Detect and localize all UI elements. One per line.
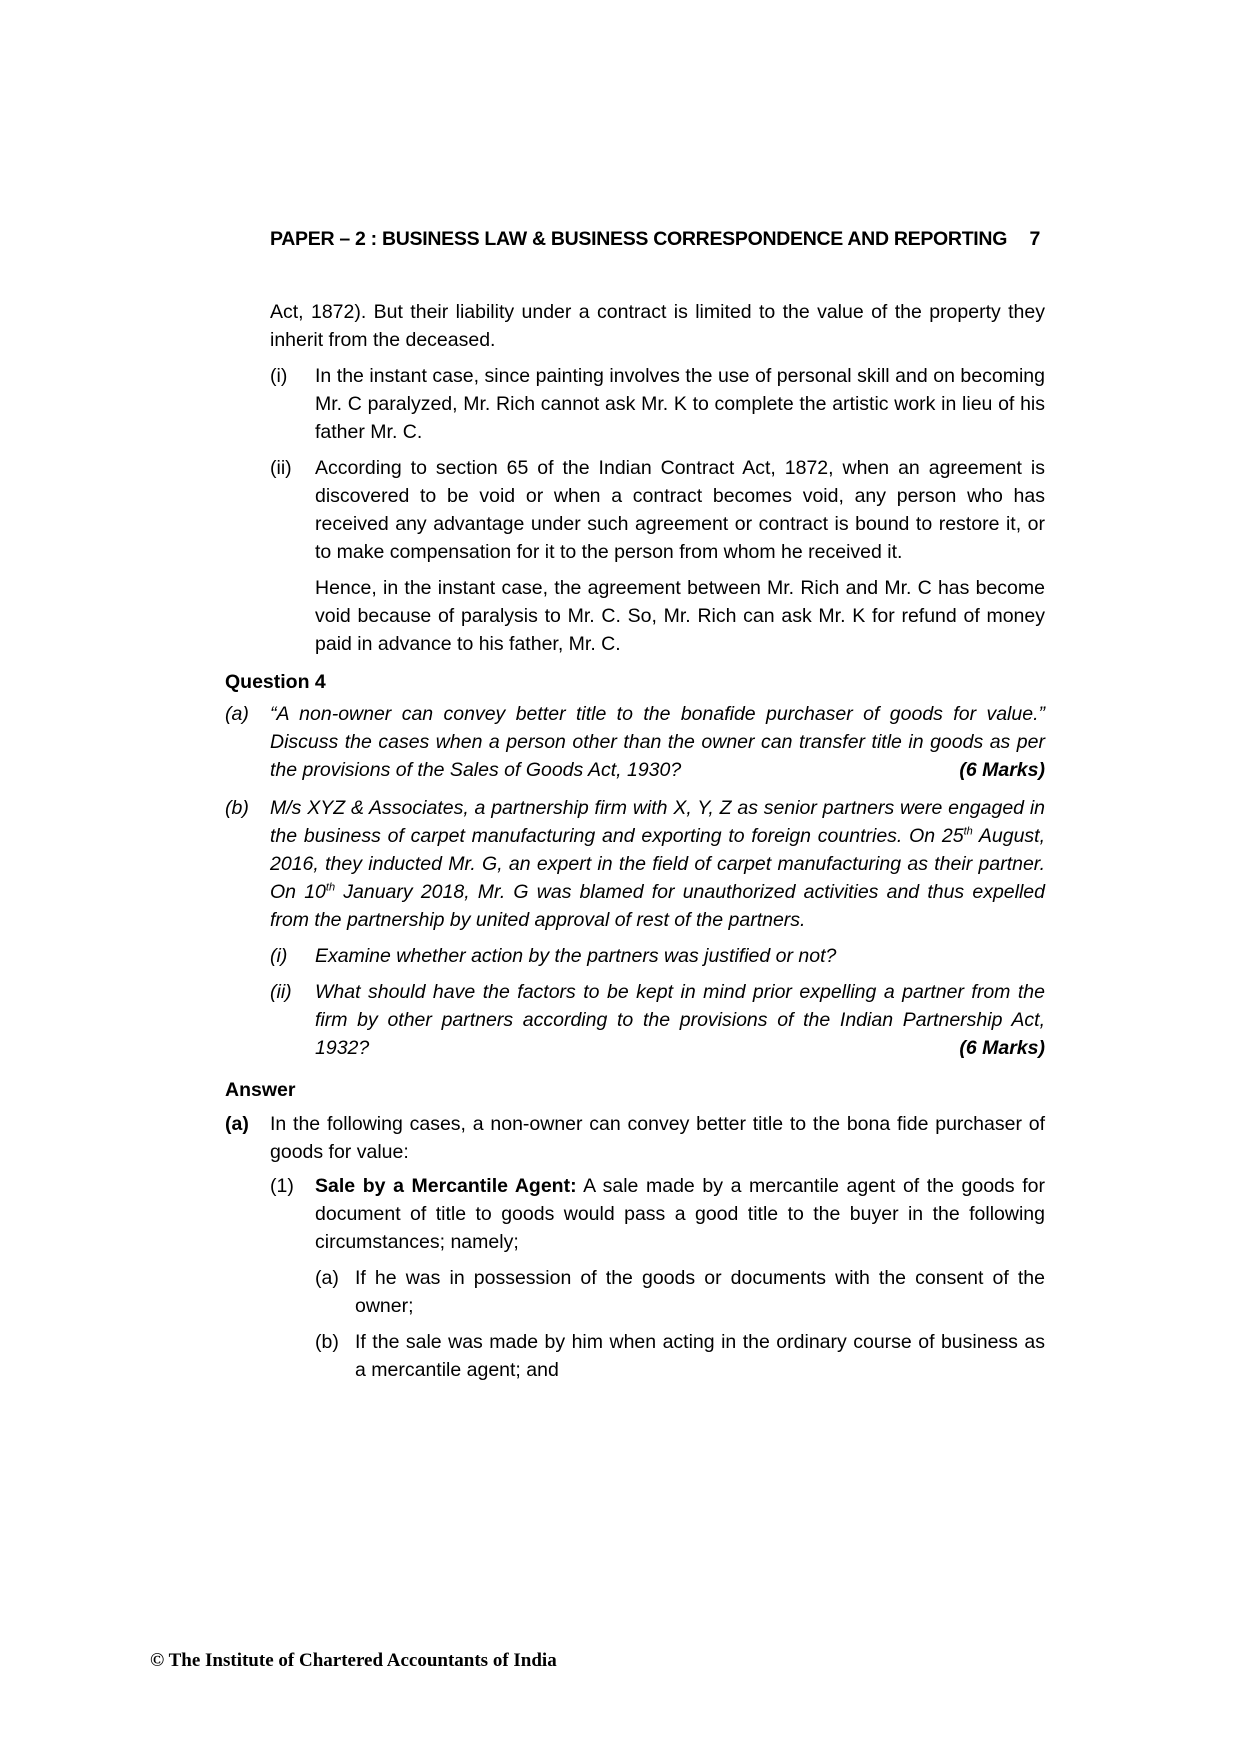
- item-number: (1): [270, 1175, 294, 1197]
- prev-answer-i: [225, 362, 1045, 446]
- ordinal-suffix: th: [325, 881, 336, 894]
- item-number: (b): [315, 1331, 339, 1353]
- page-header: [270, 228, 1040, 251]
- page-content: [225, 298, 1045, 1384]
- question-b-ii-text: What should have the factors to be kept in mind prior expelling a partner from the firm by other partners according to the provisions of the Indian Partnership Act, 1932?: [315, 981, 1045, 1059]
- item-text: [270, 794, 1045, 934]
- copyright-footer: © The Institute of Chartered Accountants of India: [150, 1650, 557, 1671]
- ordinal-suffix: th: [963, 825, 973, 838]
- page-number: 7: [1029, 228, 1040, 250]
- question-b-i: [225, 942, 1045, 970]
- item-number: (a): [225, 1113, 249, 1135]
- item-text: In the following cases, a non-owner can convey better title to the bona fide purchaser of goods for value:: [270, 1113, 1045, 1163]
- item-text: If he was in possession of the goods or documents with the consent of the owner;: [355, 1267, 1045, 1317]
- item-number: (a): [225, 703, 249, 725]
- item-text: [270, 700, 1045, 784]
- point-title: Sale by a Mercantile Agent:: [315, 1175, 577, 1197]
- answer-point-1: [225, 1172, 1045, 1256]
- question-a: [225, 700, 1045, 784]
- question-b-text-2: August, 2016, they inducted Mr. G, an expert in the field of carpet manufacturing as their partner. On 10: [270, 825, 1046, 903]
- prev-answer-hence: Hence, in the instant case, the agreement between Mr. Rich and Mr. C has become void because of paralysis to Mr. C. So, Mr. Rich can ask Mr. K for refund of money paid in advance to his father, Mr. C.: [315, 577, 1045, 655]
- item-number: (ii): [270, 981, 292, 1003]
- answer-a: [225, 1110, 1045, 1166]
- item-text: If the sale was made by him when acting in the ordinary course of business as a mercantile agent; and: [355, 1331, 1045, 1381]
- question-a-text: “A non-owner can convey better title to the bonafide purchaser of goods for value.” Discuss the cases when a person other than the owner can transfer title in goods as per the provisions of the Sales of Goods Act, 1930?: [270, 703, 1045, 781]
- marks-label: (6 Marks): [959, 759, 1045, 781]
- item-number: (ii): [270, 457, 292, 479]
- question-b-text-1: M/s XYZ & Associates, a partnership firm with X, Y, Z as senior partners were engaged in the business of carpet manufacturing and exporting to foreign countries. On 25: [270, 797, 1045, 847]
- question-heading: Question 4: [225, 671, 326, 693]
- answer-sub-b: [225, 1328, 1045, 1384]
- item-text: Examine whether action by the partners was justified or not?: [315, 945, 837, 967]
- intro-paragraph: Act, 1872). But their liability under a contract is limited to the value of the property they inherit from the deceased.: [270, 301, 1045, 351]
- item-number: (a): [315, 1267, 339, 1289]
- item-text: [315, 1172, 1045, 1256]
- item-text: In the instant case, since painting involves the use of personal skill and on becoming Mr. C paralyzed, Mr. Rich cannot ask Mr. K to complete the artistic work in lieu of his father Mr. C.: [315, 365, 1045, 443]
- header-title: PAPER – 2 : BUSINESS LAW & BUSINESS CORRESPONDENCE AND REPORTING: [270, 228, 1008, 250]
- item-text: According to section 65 of the Indian Contract Act, 1872, when an agreement is discovered to be void or when a contract becomes void, any person who has received any advantage under such agreement or contract is bound to restore it, or to make compensation for it to the person from whom he received it.: [315, 457, 1045, 563]
- marks-label: (6 Marks): [959, 1037, 1045, 1059]
- item-number: (i): [270, 945, 288, 967]
- point-text: A sale made by a mercantile agent of the goods for document of title to goods would pass a good title to the buyer in the following circumstances; namely;: [315, 1175, 1045, 1253]
- answer-heading: Answer: [225, 1079, 296, 1101]
- question-b-text-3: January 2018, Mr. G was blamed for unauthorized activities and thus expelled from the partnership by united approval of rest of the partners.: [270, 881, 1045, 931]
- item-number: (i): [270, 365, 288, 387]
- prev-answer-ii: [225, 454, 1045, 566]
- question-b-ii: [225, 978, 1045, 1062]
- question-b: [225, 794, 1045, 934]
- answer-sub-a: [225, 1264, 1045, 1320]
- item-number: (b): [225, 797, 249, 819]
- item-text: [315, 978, 1045, 1062]
